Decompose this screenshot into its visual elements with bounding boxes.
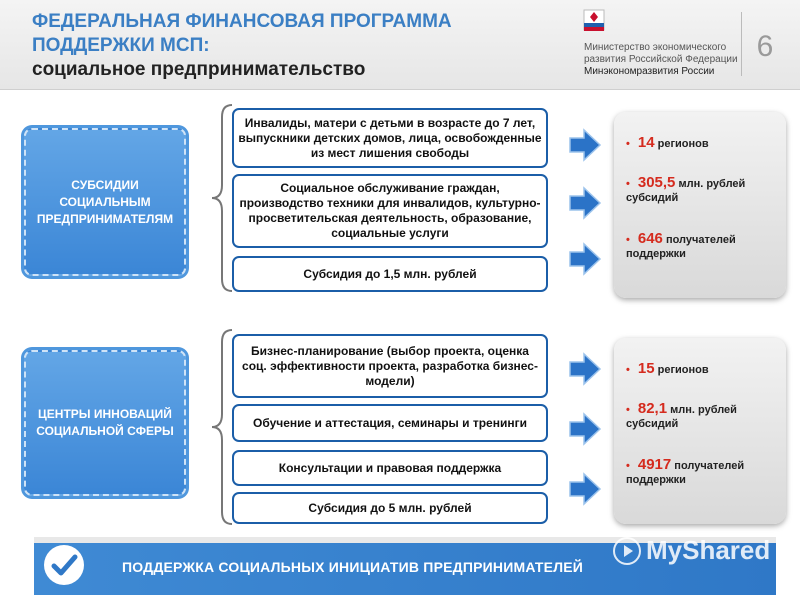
category-subsidies [24, 128, 186, 276]
stat-recipients: • 646 получателей поддержки [626, 230, 736, 260]
stat-value: 14 [637, 134, 655, 151]
stat-value: 646 [637, 230, 663, 247]
slide-header [0, 0, 800, 90]
left-brace-2 [210, 328, 234, 526]
watermark [612, 535, 770, 566]
stat-regions: • 15 регионов [626, 360, 709, 377]
title-line-2: ПОДДЕРЖКИ МСП: [32, 35, 210, 56]
stat-label: регионов [657, 138, 709, 150]
checkmark-icon [44, 545, 84, 585]
stat-value: 305,5 [637, 174, 676, 191]
list-item: Консультации и правовая поддержка [232, 450, 548, 486]
arrow-right-icon [566, 128, 602, 162]
stat-value: 15 [637, 360, 655, 377]
list-item: Обучение и аттестация, семинары и тренинги [232, 404, 548, 442]
ministry-line-2: развития Российской Федерации [584, 54, 738, 65]
list-item: Бизнес-планирование (выбор проекта, оценка соц. эффективности проекта, разработка бизнес-модели) [232, 334, 548, 398]
watermark-text: MyShared [646, 535, 771, 565]
category-innovation-centers [24, 350, 186, 496]
stat-label: млн. рублей субсидий [626, 404, 737, 430]
ministry-caption [584, 42, 744, 78]
ministry-emblem-icon [583, 9, 605, 39]
ministry-short-name: Минэкономразвития России [584, 66, 715, 77]
stat-value: 4917 [637, 456, 672, 473]
stat-label: млн. рублей субсидий [626, 178, 746, 204]
stat-label: регионов [657, 364, 709, 376]
arrow-right-icon [566, 472, 602, 506]
arrow-right-icon [566, 186, 602, 220]
category-label: ПРЕДПРИНИМАТЕЛЯМ [36, 211, 174, 226]
arrow-right-icon [566, 352, 602, 386]
category-label: СУБСИДИИ [71, 177, 139, 192]
stat-regions: • 14 регионов [626, 134, 709, 151]
stat-subsidies: • 82,1 млн. рублей субсидий [626, 400, 737, 430]
category-label: СОЦИАЛЬНОЙ СФЕРЫ [36, 424, 174, 438]
ministry-line-1: Министерство экономического [584, 42, 727, 53]
category-label: ЦЕНТРЫ ИННОВАЦИЙ [38, 407, 172, 421]
title-line-1: ФЕДЕРАЛЬНАЯ ФИНАНСОВАЯ ПРОГРАММА [32, 11, 452, 32]
stat-label: получателей поддержки [626, 234, 736, 260]
list-item: Субсидия до 5 млн. рублей [232, 492, 548, 524]
arrow-right-icon [566, 412, 602, 446]
play-icon [612, 536, 642, 566]
category-label: СОЦИАЛЬНЫМ [59, 194, 151, 209]
stat-recipients: • 4917 получателей поддержки [626, 456, 745, 486]
stats-panel-1 [614, 112, 786, 298]
header-divider [741, 12, 742, 76]
list-item: Субсидия до 1,5 млн. рублей [232, 256, 548, 292]
stat-subsidies: • 305,5 млн. рублей субсидий [626, 174, 746, 204]
left-brace-1 [210, 103, 234, 293]
slide-subtitle: социальное предпринимательство [32, 59, 366, 80]
list-item: Инвалиды, матери с детьми в возрасте до 7 лет, выпускники детских домов, лица, освобожденные из мест лишения свободы [232, 108, 548, 168]
footer-banner-text: ПОДДЕРЖКА СОЦИАЛЬНЫХ ИНИЦИАТИВ ПРЕДПРИНИМАТЕЛЕЙ [122, 559, 584, 575]
page-number: 6 [756, 30, 774, 63]
arrow-right-icon [566, 242, 602, 276]
stat-label: получателей поддержки [626, 460, 745, 486]
slide-title [32, 10, 532, 58]
list-item: Социальное обслуживание граждан, производство техники для инвалидов, культурно-просветительская деятельность, образование, социальные услуги [232, 174, 548, 248]
stats-panel-2 [614, 338, 786, 524]
stat-value: 82,1 [637, 400, 668, 417]
